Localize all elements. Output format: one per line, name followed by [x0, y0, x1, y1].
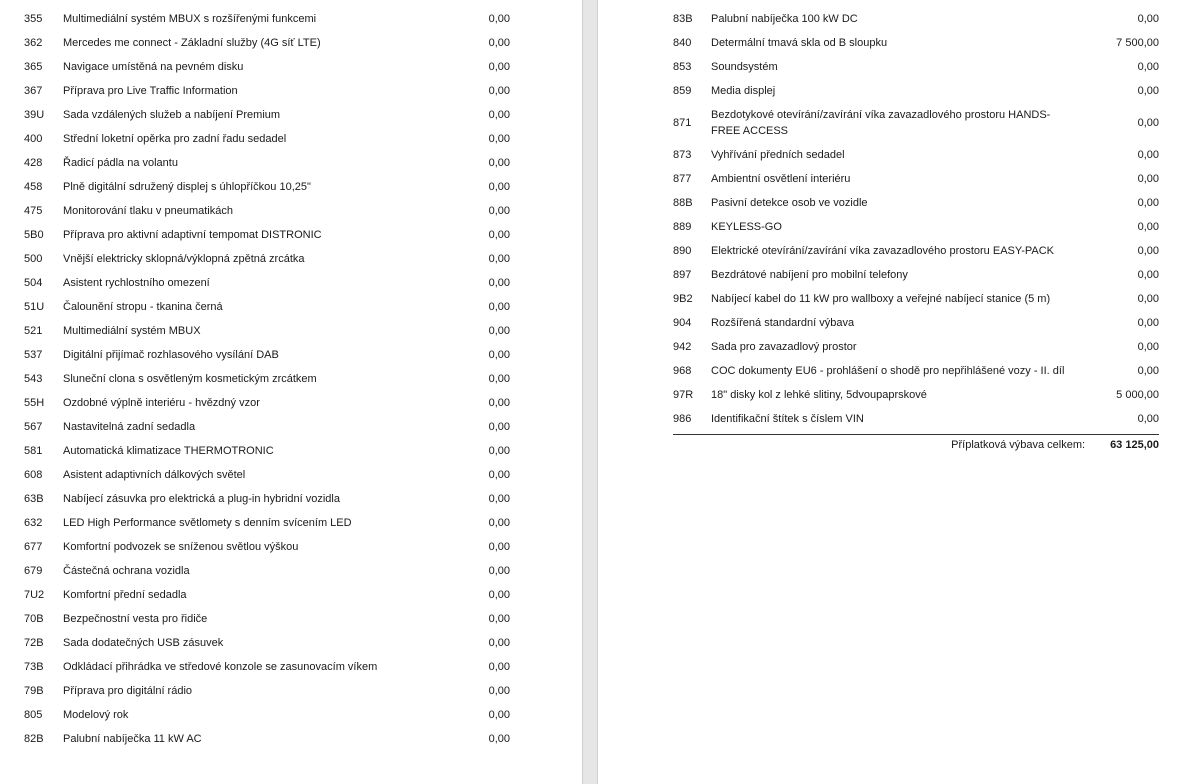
equipment-description: COC dokumenty EU6 - prohlášení o shodě pro nepřihlášené vozy - II. díl: [711, 365, 1065, 377]
equipment-description: Sluneční clona s osvětleným kosmetickým zrcátkem: [63, 372, 317, 385]
equipment-price: 0,00: [488, 540, 510, 553]
equipment-code: 871: [673, 117, 692, 129]
equipment-description: KEYLESS-GO: [711, 221, 782, 233]
equipment-row: [24, 415, 510, 439]
equipment-row: [24, 463, 510, 487]
equipment-price: 0,00: [1137, 245, 1159, 257]
equipment-price: 0,00: [1137, 341, 1159, 353]
equipment-row: [673, 407, 1159, 431]
equipment-description: Čalounění stropu - tkanina černá: [63, 300, 223, 313]
equipment-code: 82B: [24, 732, 44, 745]
equipment-row: [24, 583, 510, 607]
equipment-code: 543: [24, 372, 43, 385]
equipment-row: [673, 103, 1159, 143]
equipment-description: Sada vzdálených služeb a nabíjení Premium: [63, 108, 281, 121]
equipment-code: 986: [673, 413, 692, 425]
page-right: [598, 0, 1189, 784]
equipment-price: 0,00: [488, 348, 510, 361]
equipment-row: [673, 383, 1159, 407]
equipment-description: Mercedes me connect - Základní služby (4G síť LTE): [63, 36, 321, 49]
equipment-price: 0,00: [488, 732, 510, 745]
equipment-description: Částečná ochrana vozidla: [63, 564, 190, 577]
equipment-price: 0,00: [488, 180, 510, 193]
equipment-description: Multimediální systém MBUX s rozšířenými funkcemi: [63, 12, 317, 25]
equipment-description: Sada pro zavazadlový prostor: [711, 341, 857, 353]
equipment-price: 0,00: [488, 156, 510, 169]
equipment-code: 51U: [24, 300, 45, 313]
equipment-row: [673, 311, 1159, 335]
equipment-code: 83B: [673, 13, 693, 25]
equipment-code: 365: [24, 60, 43, 73]
equipment-description: Příprava pro digitální rádio: [63, 684, 193, 697]
equipment-row: [24, 559, 510, 583]
equipment-description: Příprava pro aktivní adaptivní tempomat DISTRONIC: [63, 228, 322, 241]
equipment-price: 0,00: [488, 300, 510, 313]
equipment-price: 5 000,00: [1116, 389, 1159, 401]
equipment-row: [24, 343, 510, 367]
equipment-price: 0,00: [488, 708, 510, 721]
equipment-description: Determální tmavá skla od B sloupku: [711, 37, 888, 49]
equipment-row: [24, 295, 510, 319]
equipment-code: 79B: [24, 684, 44, 697]
equipment-row: [673, 79, 1159, 103]
equipment-row: [24, 55, 510, 79]
equipment-code: 367: [24, 84, 43, 97]
equipment-row: [673, 31, 1159, 55]
equipment-code: 70B: [24, 612, 44, 625]
equipment-code: 88B: [673, 197, 693, 209]
equipment-code: 581: [24, 444, 43, 457]
equipment-description: Vnější elektricky sklopná/výklopná zpětná zrcátka: [63, 252, 305, 265]
equipment-row: [24, 511, 510, 535]
equipment-code: 475: [24, 204, 43, 217]
equipment-price: 0,00: [488, 324, 510, 337]
equipment-description: Plně digitální sdružený displej s úhlopříčkou 10,25": [63, 180, 311, 193]
equipment-row: [673, 359, 1159, 383]
equipment-code: 859: [673, 85, 692, 97]
page-gap-left-edge: [582, 0, 583, 784]
equipment-description: Bezdrátové nabíjení pro mobilní telefony: [711, 269, 908, 281]
equipment-code: 608: [24, 468, 43, 481]
equipment-description: Nabíjecí zásuvka pro elektrická a plug-in hybridní vozidla: [63, 492, 340, 505]
equipment-code: 942: [673, 341, 692, 353]
equipment-description: Rozšířená standardní výbava: [711, 317, 855, 329]
equipment-code: 39U: [24, 108, 45, 121]
equipment-description: Příprava pro Live Traffic Information: [63, 84, 238, 97]
total-value: 63 125,00: [1110, 439, 1159, 451]
equipment-description: Komfortní podvozek se sníženou světlou výškou: [63, 540, 299, 553]
equipment-row: [673, 335, 1159, 359]
equipment-code: 504: [24, 276, 43, 289]
equipment-code: 7U2: [24, 588, 45, 601]
equipment-price: 0,00: [488, 372, 510, 385]
equipment-code: 632: [24, 516, 43, 529]
equipment-description: Asistent adaptivních dálkových světel: [63, 468, 246, 481]
equipment-row: [24, 127, 510, 151]
equipment-price: 0,00: [488, 12, 510, 25]
equipment-description: Elektrické otevírání/zavírání víka zavazadlového prostoru EASY-PACK: [711, 245, 1054, 257]
equipment-code: 63B: [24, 492, 44, 505]
equipment-price: 0,00: [488, 84, 510, 97]
equipment-description: Asistent rychlostního omezení: [63, 276, 210, 289]
equipment-description: Střední loketní opěrka pro zadní řadu sedadel: [63, 132, 287, 145]
equipment-description: Řadicí pádla na volantu: [63, 156, 178, 169]
equipment-row: [24, 655, 510, 679]
equipment-row: [673, 7, 1159, 31]
equipment-description: Nabíjecí kabel do 11 kW pro wallboxy a veřejné nabíjecí stanice (5 m): [711, 293, 1051, 305]
equipment-code: 458: [24, 180, 43, 193]
equipment-row: [673, 215, 1159, 239]
equipment-description: 18" disky kol z lehké slitiny, 5dvoupaprskové: [711, 389, 927, 401]
equipment-price: 0,00: [1137, 61, 1159, 73]
equipment-description: Digitální přijímač rozhlasového vysílání DAB: [63, 348, 279, 361]
equipment-price: 0,00: [1137, 269, 1159, 281]
equipment-description: Odkládací přihrádka ve středové konzole se zasunovacím víkem: [63, 660, 378, 673]
equipment-description: Modelový rok: [63, 708, 129, 721]
equipment-row: [673, 167, 1159, 191]
equipment-description: Bezdotykové otevírání/zavírání víka zavazadlového prostoru HANDS-FREE ACCESS: [711, 109, 1051, 137]
equipment-code: 677: [24, 540, 43, 553]
equipment-row: [673, 287, 1159, 311]
equipment-price: 0,00: [1137, 221, 1159, 233]
equipment-price: 0,00: [1137, 149, 1159, 161]
equipment-row: [24, 679, 510, 703]
equipment-description: Sada dodatečných USB zásuvek: [63, 636, 224, 649]
equipment-description: Multimediální systém MBUX: [63, 324, 201, 337]
equipment-price: 0,00: [1137, 197, 1159, 209]
equipment-row: [24, 103, 510, 127]
equipment-row: [24, 391, 510, 415]
equipment-description: LED High Performance světlomety s denním svícením LED: [63, 516, 352, 529]
equipment-code: 679: [24, 564, 43, 577]
equipment-row: [24, 607, 510, 631]
equipment-description: Navigace umístěná na pevném disku: [63, 60, 244, 73]
equipment-row: [24, 319, 510, 343]
equipment-row: [24, 535, 510, 559]
equipment-price: 0,00: [488, 588, 510, 601]
equipment-row: [24, 199, 510, 223]
equipment-row: [24, 151, 510, 175]
equipment-row: [24, 487, 510, 511]
equipment-price: 0,00: [488, 468, 510, 481]
equipment-price: 0,00: [1137, 173, 1159, 185]
equipment-row: [673, 263, 1159, 287]
equipment-price: 0,00: [488, 228, 510, 241]
equipment-price: 0,00: [1137, 317, 1159, 329]
equipment-code: 500: [24, 252, 43, 265]
equipment-row: [673, 55, 1159, 79]
equipment-price: 0,00: [488, 132, 510, 145]
equipment-code: 73B: [24, 660, 44, 673]
equipment-code: 805: [24, 708, 43, 721]
equipment-row: [24, 7, 510, 31]
equipment-code: 897: [673, 269, 692, 281]
page-left: [0, 0, 582, 784]
equipment-code: 890: [673, 245, 692, 257]
equipment-description: Ozdobné výplně interiéru - hvězdný vzor: [63, 396, 260, 409]
equipment-code: 853: [673, 61, 692, 73]
equipment-price: 0,00: [488, 276, 510, 289]
equipment-price: 0,00: [488, 420, 510, 433]
equipment-description: Ambientní osvětlení interiéru: [711, 173, 851, 185]
equipment-description: Palubní nabíječka 11 kW AC: [63, 732, 202, 745]
equipment-price: 0,00: [488, 60, 510, 73]
equipment-description: Identifikační štítek s číslem VIN: [711, 413, 864, 425]
equipment-row: [24, 31, 510, 55]
equipment-price: 0,00: [1137, 117, 1159, 129]
equipment-price: 0,00: [488, 252, 510, 265]
equipment-price: 0,00: [488, 444, 510, 457]
equipment-description: Palubní nabíječka 100 kW DC: [711, 13, 858, 25]
equipment-code: 840: [673, 37, 692, 49]
equipment-price: 7 500,00: [1116, 37, 1159, 49]
equipment-code: 521: [24, 324, 43, 337]
total-row: [673, 434, 1159, 453]
equipment-code: 362: [24, 36, 43, 49]
equipment-code: 72B: [24, 636, 44, 649]
equipment-price: 0,00: [1137, 85, 1159, 97]
equipment-code: 904: [673, 317, 692, 329]
equipment-price: 0,00: [488, 492, 510, 505]
equipment-description: Bezpečnostní vesta pro řidiče: [63, 612, 208, 625]
equipment-code: 873: [673, 149, 692, 161]
equipment-price: 0,00: [488, 684, 510, 697]
equipment-code: 889: [673, 221, 692, 233]
equipment-row: [24, 439, 510, 463]
equipment-description: Vyhřívání předních sedadel: [711, 149, 845, 161]
equipment-code: 5B0: [24, 228, 44, 241]
right-equipment-list: [673, 7, 1159, 431]
equipment-price: 0,00: [1137, 293, 1159, 305]
equipment-row: [24, 727, 510, 751]
equipment-code: 55H: [24, 396, 45, 409]
equipment-row: [24, 703, 510, 727]
equipment-description: Pasivní detekce osob ve vozidle: [711, 197, 868, 209]
equipment-code: 968: [673, 365, 692, 377]
equipment-price: 0,00: [488, 204, 510, 217]
equipment-code: 400: [24, 132, 43, 145]
equipment-description: Nastavitelná zadní sedadla: [63, 420, 196, 433]
equipment-description: Soundsystém: [711, 61, 778, 73]
equipment-price: 0,00: [488, 612, 510, 625]
equipment-row: [24, 367, 510, 391]
equipment-price: 0,00: [488, 516, 510, 529]
equipment-price: 0,00: [1137, 365, 1159, 377]
left-equipment-list: [24, 7, 510, 751]
total-label: Příplatková výbava celkem:: [951, 439, 1086, 451]
equipment-row: [24, 631, 510, 655]
equipment-row: [673, 191, 1159, 215]
equipment-description: Automatická klimatizace THERMOTRONIC: [63, 444, 274, 457]
equipment-price: 0,00: [1137, 413, 1159, 425]
equipment-price: 0,00: [488, 564, 510, 577]
equipment-code: 355: [24, 12, 43, 25]
equipment-price: 0,00: [488, 108, 510, 121]
equipment-row: [24, 271, 510, 295]
equipment-description: Komfortní přední sedadla: [63, 588, 187, 601]
equipment-code: 428: [24, 156, 43, 169]
equipment-code: 97R: [673, 389, 694, 401]
equipment-row: [24, 79, 510, 103]
equipment-row: [24, 223, 510, 247]
equipment-description: Media displej: [711, 85, 776, 97]
equipment-code: 567: [24, 420, 43, 433]
equipment-code: 9B2: [673, 293, 693, 305]
equipment-price: 0,00: [488, 36, 510, 49]
equipment-row: [24, 175, 510, 199]
equipment-description: Monitorování tlaku v pneumatikách: [63, 204, 233, 217]
equipment-row: [24, 247, 510, 271]
equipment-price: 0,00: [488, 396, 510, 409]
equipment-price: 0,00: [1137, 13, 1159, 25]
equipment-price: 0,00: [488, 660, 510, 673]
equipment-row: [673, 143, 1159, 167]
equipment-code: 537: [24, 348, 43, 361]
equipment-code: 877: [673, 173, 692, 185]
equipment-row: [673, 239, 1159, 263]
equipment-price: 0,00: [488, 636, 510, 649]
